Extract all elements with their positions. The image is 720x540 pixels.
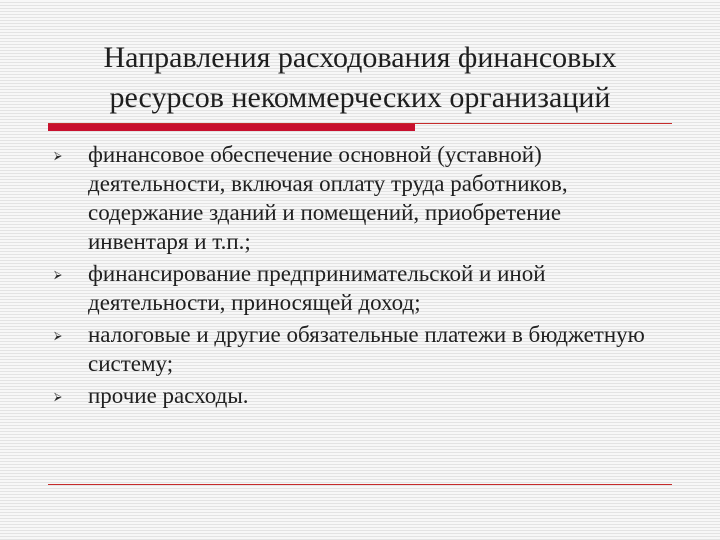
bullet-text: финансовое обеспечение основной (уставной) деятельности, включая оплату труда работников, содержание зданий и помещений, приобретение инвентаря и т.п.; [88,142,568,254]
chevron-right-icon: ⮚ [54,268,62,281]
bullet-text: финансирование предпринимательской и иной деятельности, приносящей доход; [88,261,546,315]
chevron-right-icon: ⮚ [54,329,62,342]
slide-title: Направления расходования финансовых ресурсов некоммерческих организаций [103,41,617,114]
bullet-item [52,381,652,410]
bullet-item [52,320,652,378]
chevron-right-icon: ⮚ [54,390,62,403]
footer-rule [48,484,672,485]
title-underline-thick [48,124,415,131]
bullet-item [52,140,652,256]
bullet-item [52,259,652,317]
chevron-right-icon: ⮚ [54,149,62,162]
bullet-text: прочие расходы. [88,383,249,408]
bullet-list [52,140,652,413]
bullet-text: налоговые и другие обязательные платежи в бюджетную систему; [88,322,645,376]
